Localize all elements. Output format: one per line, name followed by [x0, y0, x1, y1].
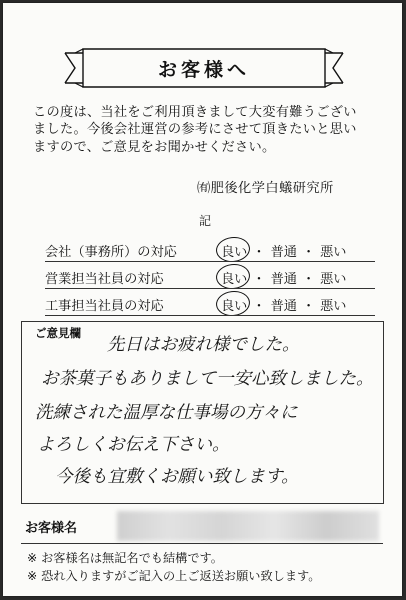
option-good-selected[interactable]: 良い: [221, 295, 247, 314]
note-line: ※ 恐れ入りますがご記入の上ご返送お願い致します。: [27, 568, 321, 583]
comment-line: よろしくお伝え下さい。: [37, 435, 230, 455]
comments-right-border: [383, 321, 384, 503]
rating-label: 会社（事務所）の対応: [45, 245, 177, 260]
name-row: [21, 509, 383, 543]
separator: ・: [252, 299, 266, 314]
separator: ・: [252, 245, 266, 260]
option-bad[interactable]: 悪い: [320, 245, 347, 260]
option-good-selected[interactable]: 良い: [221, 268, 247, 287]
comments-bottom-border: [21, 503, 384, 504]
comment-line: お茶菓子もありまして一安心致しました。: [41, 369, 374, 389]
name-underline: [21, 543, 383, 544]
comment-line: 先日はお疲れ様でした。: [107, 335, 300, 355]
comments-top-border: [21, 321, 383, 322]
option-bad[interactable]: 悪い: [320, 272, 347, 287]
comments-left-border: [21, 321, 22, 503]
separator: ・: [301, 245, 316, 260]
option-average[interactable]: 普通: [270, 272, 297, 287]
comments-label: ご意見欄: [35, 326, 81, 340]
row-divider: [45, 288, 375, 289]
option-good-selected[interactable]: 良い: [221, 241, 247, 260]
page-title: お客様へ: [157, 59, 250, 81]
rating-row-company: [45, 241, 375, 263]
separator: ・: [301, 272, 316, 287]
intro-text: この度は、当社をご利用頂きまして大変有難うございました。今後会社運営の参考にさせて頂きたいと思いますので、ご意見をお聞かせください。: [33, 105, 357, 155]
row-divider: [45, 261, 375, 262]
rating-label: 営業担当社員の対応: [45, 272, 164, 287]
name-label: お客様名: [25, 521, 78, 536]
separator: ・: [301, 299, 316, 314]
rating-label: 工事担当社員の対応: [45, 299, 164, 314]
notes: [27, 550, 387, 585]
comment-line: 洗練された温厚な仕事場の方々に: [35, 403, 298, 423]
option-bad[interactable]: 悪い: [320, 299, 347, 314]
rating-row-construction: [45, 295, 375, 317]
option-average[interactable]: 普通: [270, 299, 297, 314]
company-name: ㈲肥後化学白蟻研究所: [197, 181, 334, 196]
title-banner: [63, 47, 345, 89]
rating-options: [221, 241, 347, 260]
rating-options: [221, 268, 347, 287]
comment-line: 今後も宜敷くお願い致します。: [55, 467, 299, 487]
feedback-card: [3, 3, 402, 596]
row-divider: [45, 315, 375, 316]
name-field-redacted[interactable]: [117, 511, 379, 541]
option-average[interactable]: 普通: [270, 245, 297, 260]
comments-box[interactable]: [21, 321, 383, 501]
separator: ・: [252, 272, 266, 287]
rating-options: [221, 295, 347, 314]
note-line: ※ お客様名は無記名でも結構です。: [27, 551, 223, 565]
rating-row-sales: [45, 268, 375, 290]
ki-heading: 記: [199, 214, 212, 228]
